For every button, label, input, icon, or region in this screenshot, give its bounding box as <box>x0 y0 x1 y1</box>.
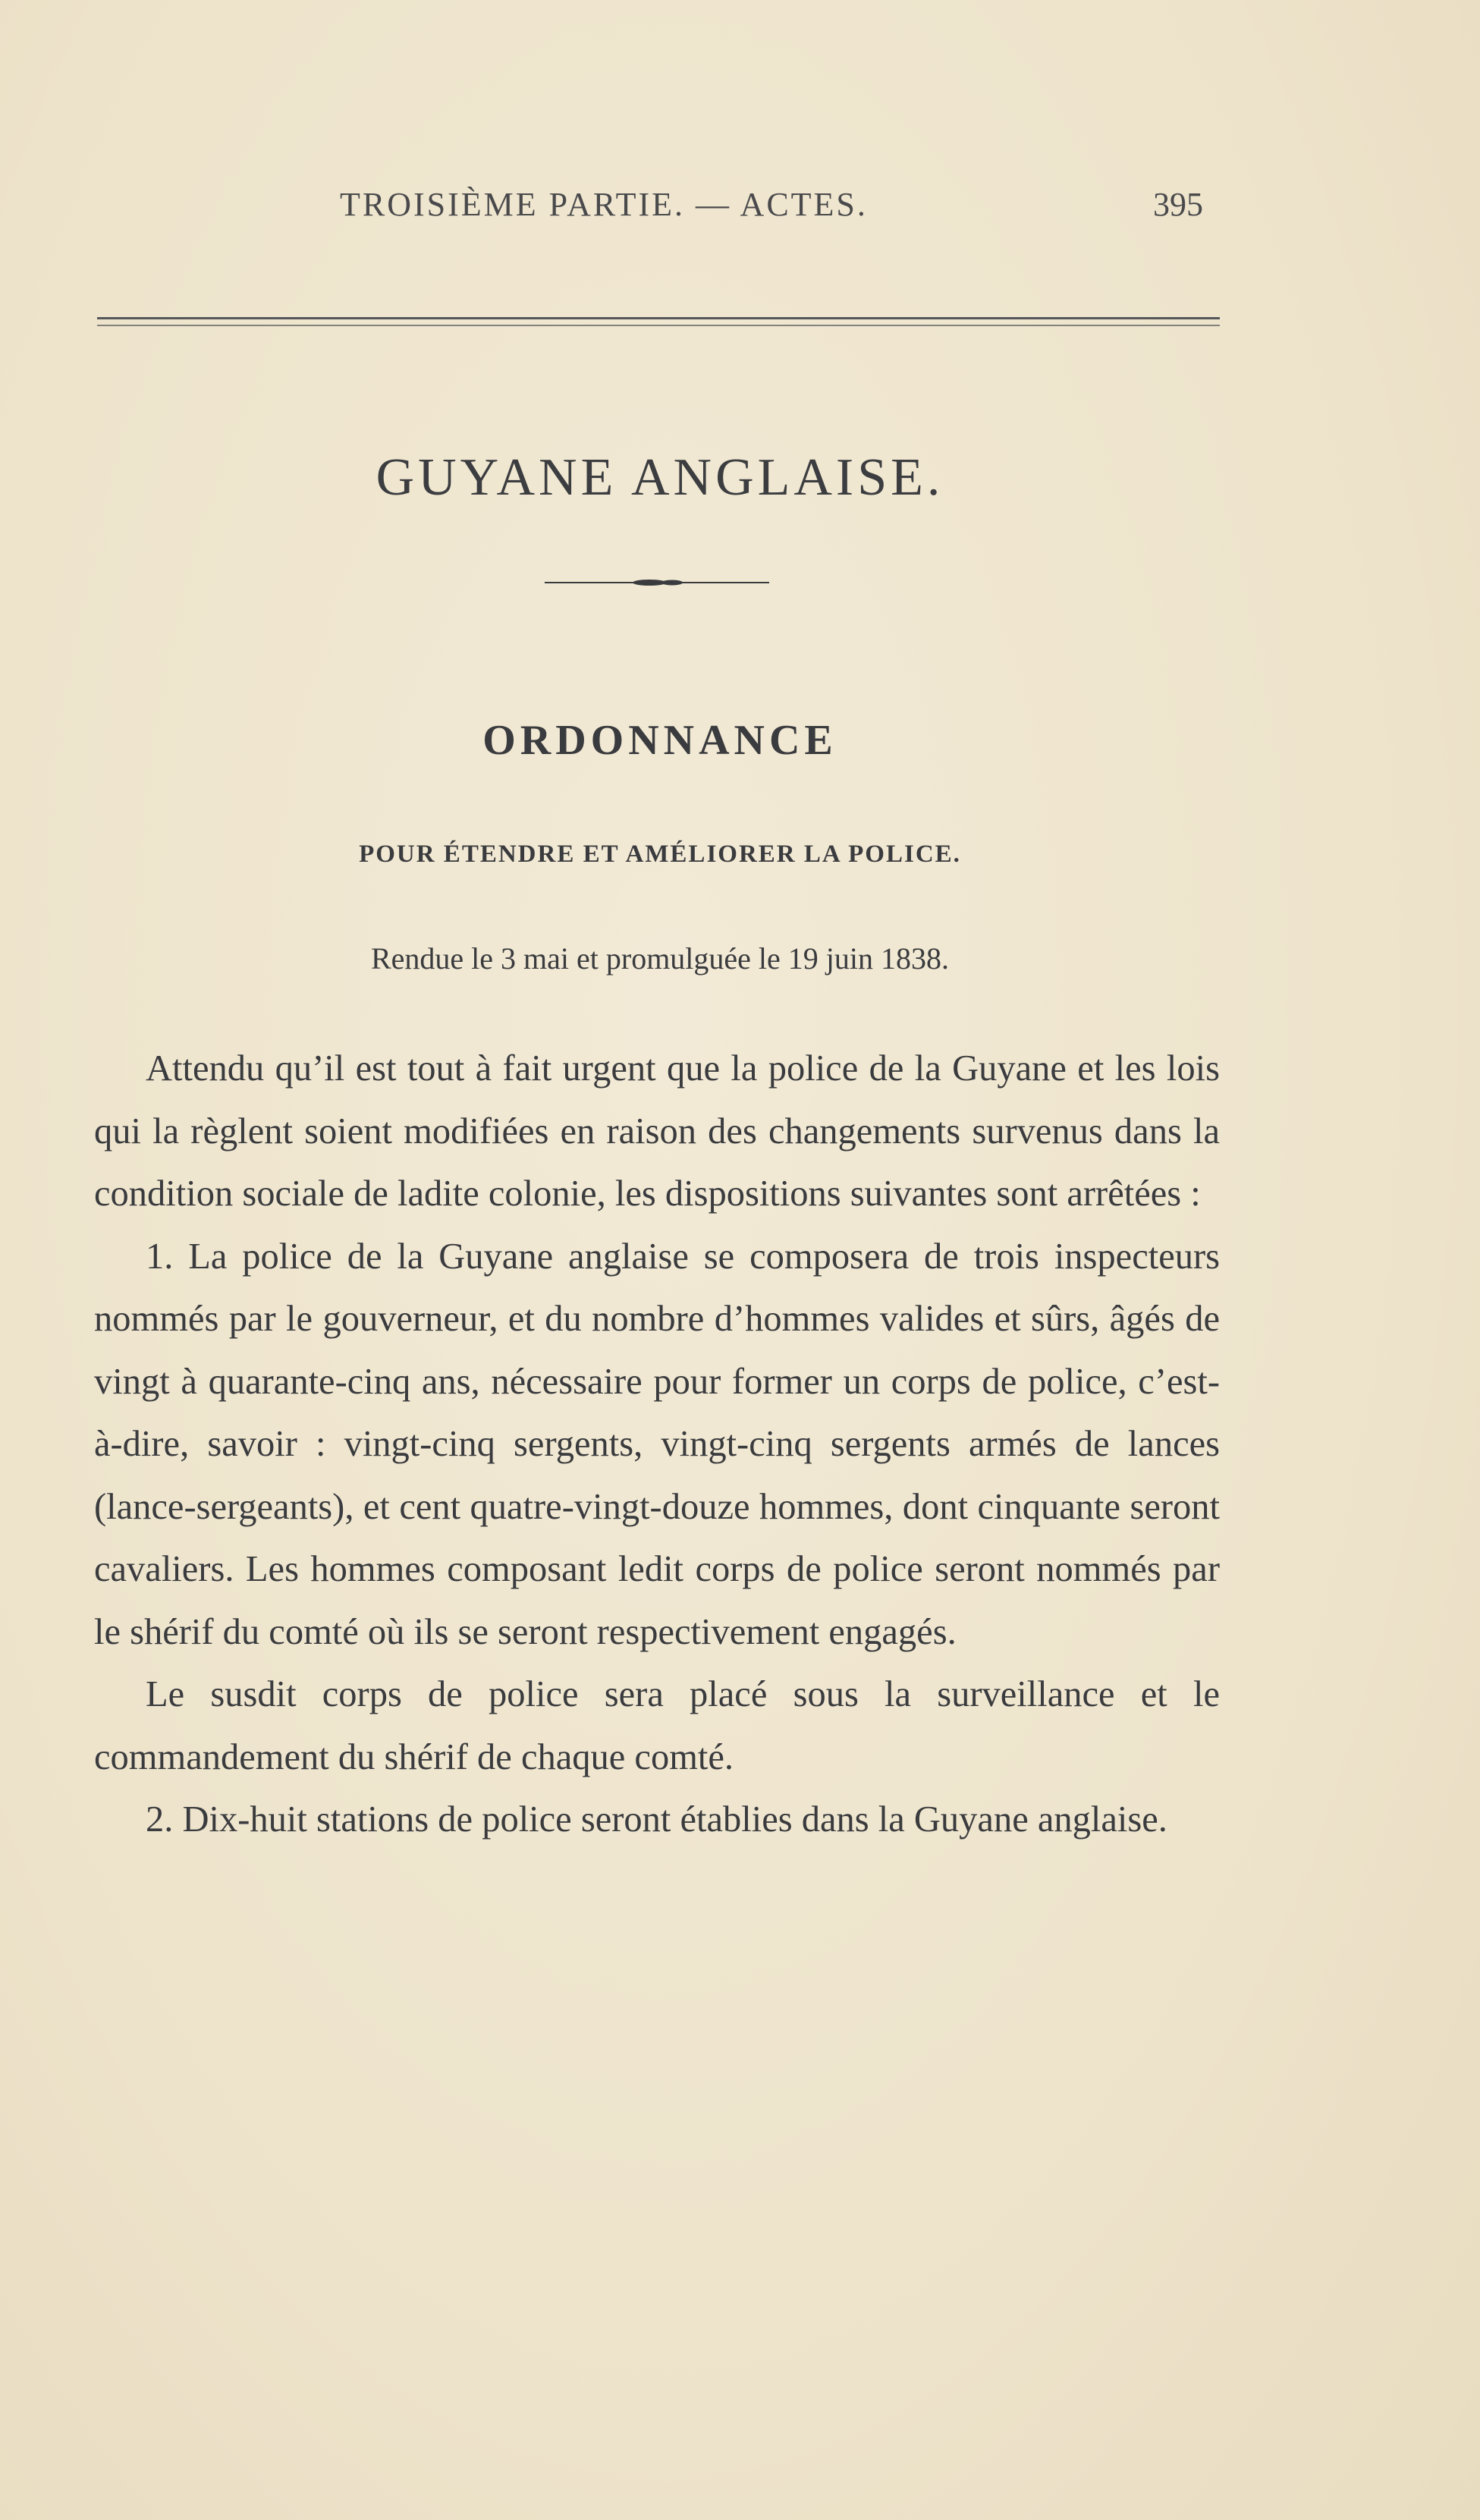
page-title: GUYANE ANGLAISE. <box>375 448 944 507</box>
paragraph-article-1: 1. La police de la Guyane anglaise se composera de trois inspecteurs nommés par le gouverneur, et du nombre d’hommes valides et sûrs, âgés de vingt à quarante-cinq ans, nécessaire pour former un corps de police, c’est-à-dire, savoir : vingt-cinq sergents, vingt-cinq sergents armés de lances (lance-sergeants), et cent quatre-vingt-douze hommes, dont cinquante seront cavaliers. Les hommes composant ledit corps de police seront nommés par le shérif du comté où ils se seront respectivement engagés. <box>94 1236 1220 1652</box>
ordinance-heading: ORDONNANCE <box>482 717 837 764</box>
header-rule <box>97 317 1220 319</box>
body-text <box>94 1038 1220 1852</box>
running-head: TROISIÈME PARTIE. — ACTES. <box>340 186 868 223</box>
ordinance-subheading: POUR ÉTENDRE ET AMÉLIORER LA POLICE. <box>359 841 961 868</box>
ornament-divider <box>545 578 769 587</box>
header-rule-thin <box>97 325 1220 326</box>
page-number: 395 <box>1153 186 1203 223</box>
paragraph-preamble: Attendu qu’il est tout à fait urgent que la police de la Guyane et les lois qui la règlent soient modifiées en raison des changements survenus dans la condition sociale de ladite colonie, les dispositions suivantes sont arrêtées : <box>94 1048 1220 1214</box>
paragraph-command: Le susdit corps de police sera placé sous la surveillance et le commandement du shérif de chaque comté. <box>94 1674 1220 1777</box>
ordinance-date: Rendue le 3 mai et promulguée le 19 juin 1838. <box>370 941 950 976</box>
paragraph-article-2: 2. Dix-huit stations de police seront établies dans la Guyane anglaise. <box>146 1799 1167 1840</box>
